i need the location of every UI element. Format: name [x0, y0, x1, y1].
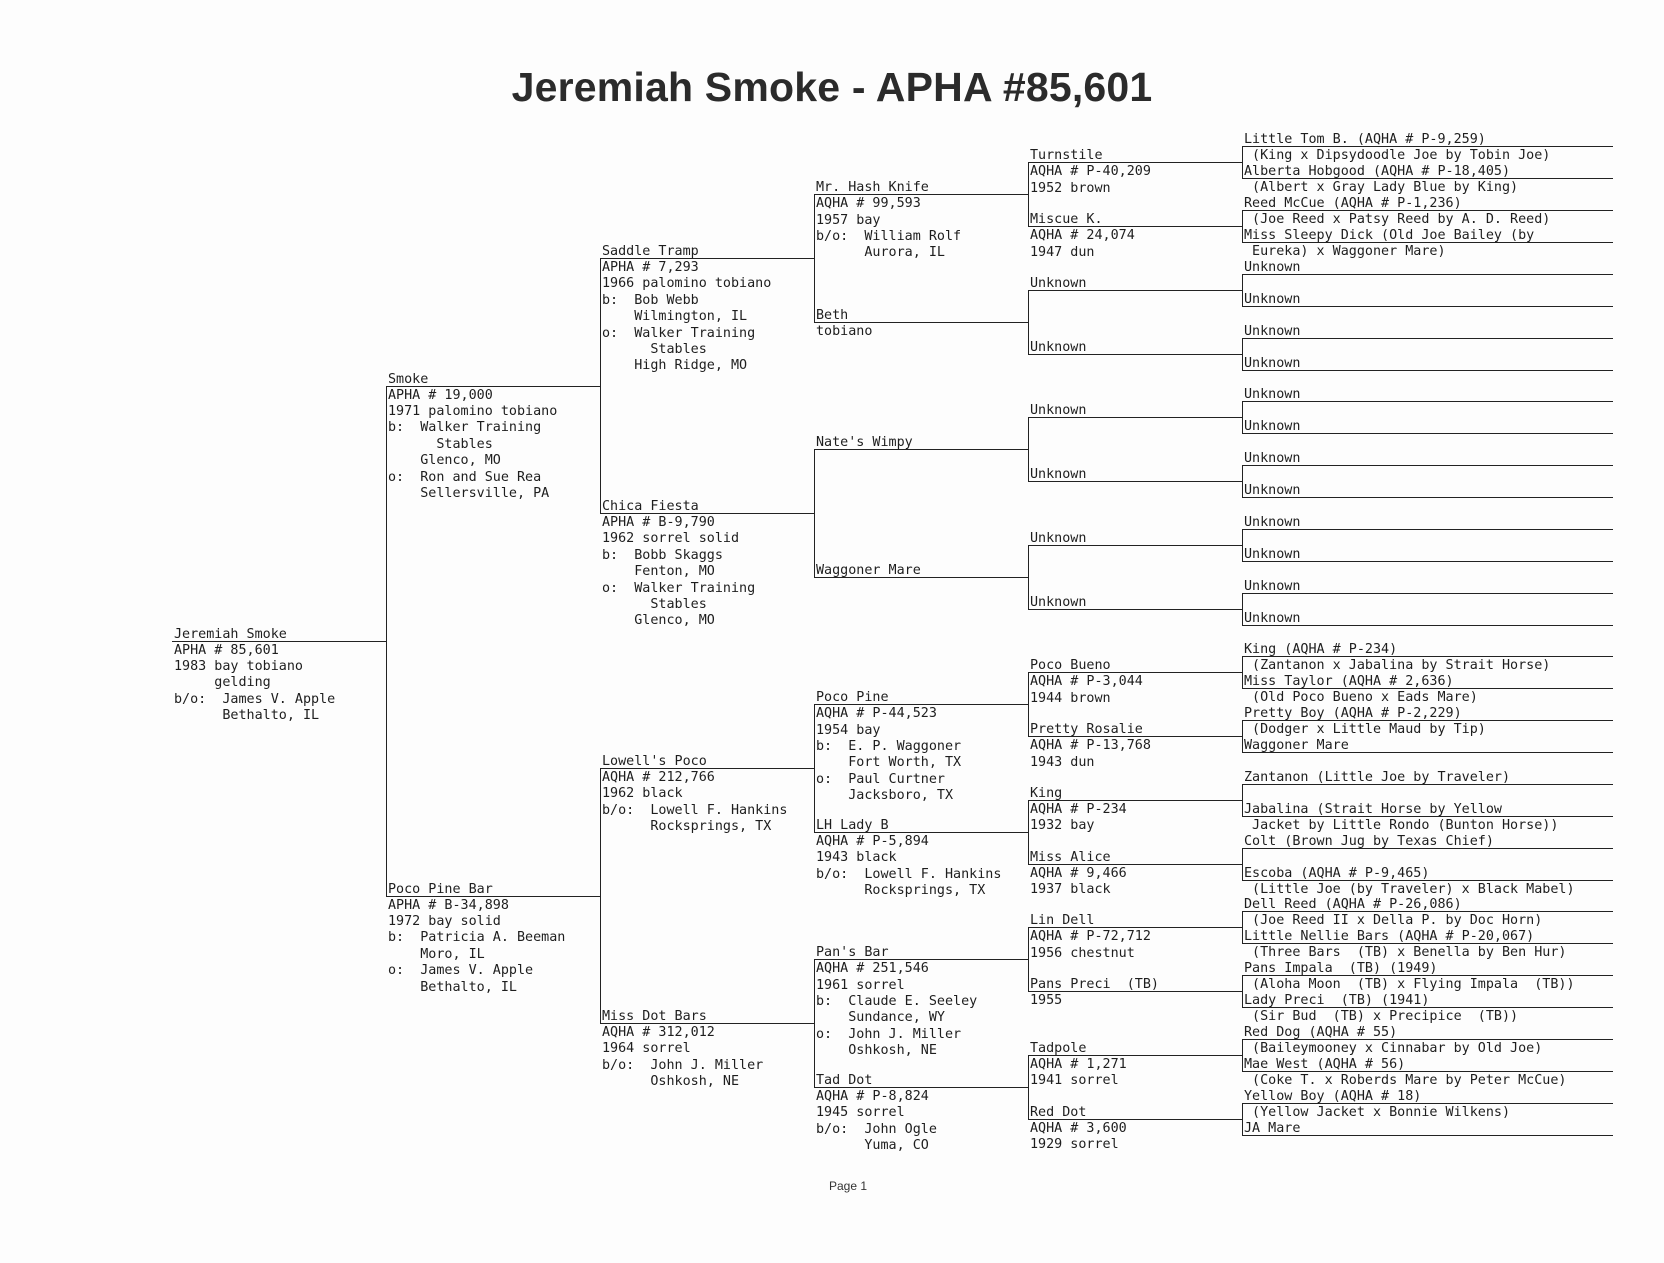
- pedigree-connector: [386, 386, 387, 896]
- horse-detail-line: 1952 brown: [1030, 180, 1111, 196]
- horse-detail-line: 1943 dun: [1030, 754, 1095, 770]
- pedigree-connector: [1028, 672, 1029, 736]
- horse-dam-gen5: [1244, 418, 1300, 435]
- horse-name: Tadpole: [1030, 1040, 1087, 1056]
- horse-dam-gen5: [1244, 227, 1534, 260]
- horse-sire-gen1: [388, 371, 557, 503]
- horse-dam-gen4: [1030, 594, 1086, 611]
- horse-sire-gen5: [1244, 450, 1300, 467]
- horse-name: Unknown: [1244, 514, 1301, 530]
- horse-detail-line: b: Bobb Skaggs: [602, 547, 723, 563]
- pedigree-connector: [814, 959, 815, 1087]
- pedigree-connector: [1242, 465, 1243, 497]
- horse-name: Reed McCue (AQHA # P-1,236): [1244, 196, 1462, 212]
- horse-detail-line: o: Walker Training: [602, 580, 756, 596]
- horse-name: Pretty Rosalie: [1030, 722, 1143, 738]
- horse-detail-line: 1944 brown: [1030, 690, 1111, 706]
- horse-sire-gen2: [602, 243, 771, 375]
- horse-detail-line: o: James V. Apple: [388, 963, 534, 979]
- horse-detail-line: 1971 palomino tobiano: [388, 403, 558, 419]
- horse-detail-line: AQHA # 312,012: [602, 1025, 715, 1040]
- horse-sire-gen4: [1030, 912, 1151, 962]
- horse-name: Waggoner Mare: [1244, 738, 1349, 754]
- horse-sire-gen3: [816, 944, 977, 1059]
- horse-detail-line: o: Walker Training: [602, 325, 756, 341]
- horse-name: Unknown: [1244, 610, 1301, 626]
- horse-name: Saddle Tramp: [602, 244, 699, 259]
- horse-dam-gen4: [1030, 1104, 1127, 1154]
- horse-dam-gen5: [1244, 1120, 1300, 1137]
- horse-dam-gen2: [602, 1008, 763, 1091]
- horse-detail-line: 1983 bay tobiano: [174, 658, 303, 674]
- horse-sire-gen5: [1244, 769, 1510, 786]
- horse-name: Unknown: [1244, 323, 1301, 339]
- pedigree-connector: [1242, 401, 1243, 433]
- horse-name: Unknown: [1244, 259, 1301, 275]
- horse-dam-gen5: [1244, 1056, 1566, 1089]
- horse-name: Poco Pine Bar: [388, 881, 493, 897]
- horse-detail-line: AQHA # 251,546: [816, 961, 929, 977]
- horse-name: Unknown: [1030, 467, 1087, 483]
- horse-name: Unknown: [1030, 403, 1087, 419]
- horse-name: Unknown: [1244, 387, 1301, 403]
- horse-sire-gen5: [1244, 386, 1300, 403]
- horse-name: Unknown: [1244, 546, 1301, 562]
- pedigree-connector: [1242, 975, 1243, 1007]
- horse-dam-gen5: [1244, 546, 1300, 563]
- horse-detail-line: AQHA # P-5,894: [816, 833, 929, 849]
- horse-sire-gen5: [1244, 896, 1542, 929]
- horse-name: Yellow Boy (AQHA # 18): [1244, 1088, 1422, 1104]
- horse-detail-line: High Ridge, MO: [602, 358, 748, 374]
- horse-name: Unknown: [1030, 594, 1087, 610]
- horse-sire-gen4: [1030, 147, 1151, 197]
- pedigree-connector: [1028, 1055, 1029, 1119]
- horse-sire-gen3: [816, 434, 913, 451]
- page-number: Page 1: [829, 1179, 868, 1193]
- horse-name: Unknown: [1244, 451, 1301, 467]
- horse-detail-line: b: E. P. Waggoner: [816, 739, 962, 755]
- horse-sire-gen5: [1244, 323, 1300, 340]
- horse-name: Pretty Boy (AQHA # P-2,229): [1244, 706, 1462, 722]
- horse-detail-line: (Joe Reed x Patsy Reed by A. D. Reed): [1244, 212, 1551, 228]
- horse-dam-gen4: [1030, 339, 1086, 356]
- pedigree-connector: [1242, 338, 1243, 370]
- horse-detail-line: 1945 sorrel: [816, 1105, 905, 1121]
- horse-dam-gen5: [1244, 673, 1478, 706]
- horse-detail-line: (Joe Reed II x Della P. by Doc Horn): [1244, 913, 1543, 929]
- horse-detail-line: Fort Worth, TX: [816, 755, 962, 771]
- horse-name: Jeremiah Smoke: [174, 626, 287, 642]
- horse-detail-line: AQHA # 1,271: [1030, 1056, 1127, 1072]
- horse-detail-line: APHA # B-9,790: [602, 515, 715, 530]
- horse-name: Miscue K.: [1030, 212, 1103, 228]
- horse-name: Little Nellie Bars (AQHA # P-20,067): [1244, 929, 1535, 945]
- horse-detail-line: AQHA # 3,600: [1030, 1120, 1127, 1136]
- horse-detail-line: (Baileymooney x Cinnabar by Old Joe): [1244, 1040, 1543, 1056]
- horse-dam-gen5: [1244, 992, 1518, 1025]
- horse-sire-gen5: [1244, 131, 1550, 164]
- page-title: Jeremiah Smoke - APHA #85,601: [511, 64, 1153, 110]
- pedigree-connector: [1028, 545, 1029, 609]
- pedigree-connector: [1028, 417, 1029, 481]
- horse-dam-gen5: [1244, 801, 1558, 834]
- horse-sire-gen5: [1244, 960, 1575, 993]
- horse-name: Alberta Hobgood (AQHA # P-18,405): [1244, 164, 1511, 180]
- horse-name: King (AQHA # P-234): [1244, 642, 1398, 658]
- horse-detail-line: o: John J. Miller: [816, 1026, 962, 1042]
- horse-name: Escoba (AQHA # P-9,465): [1244, 865, 1430, 881]
- horse-sire-gen5: [1244, 259, 1300, 276]
- horse-name: Mae West (AQHA # 56): [1244, 1056, 1406, 1072]
- horse-detail-line: (Coke T. x Roberds Mare by Peter McCue): [1244, 1072, 1567, 1088]
- horse-detail-line: Stables: [602, 342, 707, 358]
- horse-detail-line: gelding: [174, 675, 271, 691]
- horse-detail-line: (Sir Bud (TB) x Precipice (TB)): [1244, 1009, 1519, 1025]
- horse-name: Jabalina (Strait Horse by Yellow: [1244, 801, 1502, 817]
- horse-detail-line: 1954 bay: [816, 722, 881, 738]
- horse-dam-gen5: [1244, 865, 1575, 898]
- horse-detail-line: tobiano: [816, 323, 873, 339]
- pedigree-connector: [1242, 656, 1243, 688]
- pedigree-connector: [1242, 1039, 1243, 1071]
- horse-detail-line: b: Bob Webb: [602, 292, 699, 308]
- horse-sire-gen4: [1030, 402, 1086, 419]
- horse-name: Unknown: [1244, 578, 1301, 594]
- horse-detail-line: 1943 black: [816, 850, 897, 866]
- horse-name: Unknown: [1244, 483, 1301, 499]
- horse-name: Miss Sleepy Dick (Old Joe Bailey (by: [1244, 228, 1535, 244]
- horse-detail-line: Moro, IL: [388, 946, 485, 962]
- horse-sire-gen5: [1244, 833, 1494, 850]
- horse-detail-line: b/o: John J. Miller: [602, 1057, 764, 1073]
- horse-dam-gen5: [1244, 355, 1300, 372]
- horse-name: Pans Preci (TB): [1030, 977, 1159, 993]
- horse-detail-line: AQHA # 212,766: [602, 770, 715, 785]
- horse-detail-line: 1956 chestnut: [1030, 945, 1135, 961]
- horse-name: Chica Fiesta: [602, 499, 699, 514]
- horse-name: Waggoner Mare: [816, 562, 921, 578]
- horse-detail-line: Rocksprings, TX: [602, 819, 772, 835]
- horse-detail-line: 1941 sorrel: [1030, 1073, 1119, 1089]
- horse-detail-line: Glenco, MO: [388, 453, 501, 469]
- horse-detail-line: b/o: John Ogle: [816, 1121, 937, 1137]
- horse-detail-line: (Three Bars (TB) x Benella by Ben Hur): [1244, 945, 1567, 961]
- horse-detail-line: b/o: Lowell F. Hankins: [816, 866, 1002, 882]
- horse-name: Zantanon (Little Joe by Traveler): [1244, 769, 1511, 785]
- pedigree-connector: [1028, 162, 1029, 226]
- horse-detail-line: APHA # 7,293: [602, 260, 699, 275]
- pedigree-connector: [1242, 784, 1243, 816]
- horse-detail-line: APHA # B-34,898: [388, 897, 509, 913]
- horse-detail-line: Bethalto, IL: [174, 708, 320, 724]
- horse-detail-line: Wilmington, IL: [602, 309, 748, 325]
- horse-detail-line: AQHA # P-40,209: [1030, 164, 1151, 180]
- pedigree-connector: [1028, 800, 1029, 864]
- horse-sire-gen4: [1030, 1040, 1127, 1090]
- horse-sire-gen5: [1244, 705, 1486, 738]
- horse-dam-gen4: [1030, 466, 1086, 483]
- horse-name: LH Lady B: [816, 817, 889, 833]
- horse-subject-gen0: [174, 626, 335, 725]
- horse-detail-line: Oshkosh, NE: [602, 1074, 740, 1090]
- pedigree-connector: [814, 704, 815, 832]
- horse-name: Miss Alice: [1030, 849, 1111, 865]
- horse-detail-line: 1972 bay solid: [388, 913, 501, 929]
- horse-sire-gen4: [1030, 657, 1143, 707]
- horse-detail-line: 1937 black: [1030, 882, 1111, 898]
- horse-dam-gen1: [388, 881, 565, 996]
- pedigree-connector: [1242, 911, 1243, 943]
- horse-detail-line: Glenco, MO: [602, 613, 715, 629]
- horse-sire-gen4: [1030, 275, 1086, 292]
- horse-detail-line: AQHA # P-8,824: [816, 1088, 929, 1104]
- pedigree-connector: [1242, 593, 1243, 625]
- horse-name: Pan's Bar: [816, 945, 889, 961]
- horse-name: Miss Taylor (AQHA # 2,636): [1244, 674, 1454, 690]
- horse-name: Unknown: [1244, 291, 1301, 307]
- horse-name: Colt (Brown Jug by Texas Chief): [1244, 833, 1494, 849]
- horse-detail-line: b: Patricia A. Beeman: [388, 930, 566, 946]
- horse-name: Unknown: [1030, 530, 1087, 546]
- horse-dam-gen4: [1030, 976, 1159, 1009]
- horse-detail-line: o: Paul Curtner: [816, 771, 945, 787]
- horse-name: Unknown: [1030, 275, 1087, 291]
- horse-dam-gen3: [816, 817, 1001, 900]
- horse-sire-gen5: [1244, 641, 1550, 674]
- horse-name: Unknown: [1030, 339, 1087, 355]
- horse-dam-gen3: [816, 1072, 937, 1155]
- horse-dam-gen5: [1244, 737, 1349, 754]
- horse-detail-line: AQHA # P-72,712: [1030, 929, 1151, 945]
- horse-dam-gen5: [1244, 163, 1518, 196]
- horse-sire-gen3: [816, 179, 961, 262]
- horse-dam-gen5: [1244, 482, 1300, 499]
- horse-dam-gen3: [816, 307, 872, 340]
- pedigree-connector: [814, 194, 815, 322]
- horse-detail-line: (King x Dipsydoodle Joe by Tobin Joe): [1244, 148, 1551, 164]
- horse-sire-gen2: [602, 753, 787, 836]
- horse-detail-line: 1932 bay: [1030, 818, 1095, 834]
- horse-dam-gen4: [1030, 211, 1135, 261]
- horse-sire-gen5: [1244, 1088, 1510, 1121]
- horse-detail-line: (Albert x Gray Lady Blue by King): [1244, 180, 1519, 196]
- pedigree-connector: [1242, 1103, 1243, 1135]
- pedigree-connector: [600, 258, 601, 513]
- pedigree-connector: [1242, 720, 1243, 752]
- horse-detail-line: Yuma, CO: [816, 1137, 929, 1153]
- horse-sire-gen3: [816, 689, 961, 804]
- horse-name: Lowell's Poco: [602, 754, 707, 769]
- horse-name: Nate's Wimpy: [816, 435, 913, 451]
- horse-detail-line: AQHA # P-44,523: [816, 706, 937, 722]
- horse-detail-line: (Yellow Jacket x Bonnie Wilkens): [1244, 1104, 1511, 1120]
- horse-detail-line: Sellersville, PA: [388, 485, 550, 501]
- pedigree-connector: [1028, 290, 1029, 354]
- horse-name: Red Dog (AQHA # 55): [1244, 1024, 1398, 1040]
- horse-detail-line: Oshkosh, NE: [816, 1043, 937, 1059]
- horse-sire-gen5: [1244, 514, 1300, 531]
- horse-dam-gen4: [1030, 849, 1127, 899]
- horse-detail-line: 1947 dun: [1030, 244, 1095, 260]
- horse-detail-line: AQHA # 99,593: [816, 196, 921, 212]
- horse-detail-line: (Dodger x Little Maud by Tip): [1244, 722, 1486, 738]
- horse-detail-line: Stables: [388, 436, 493, 452]
- horse-sire-gen5: [1244, 578, 1300, 595]
- horse-name: Lin Dell: [1030, 913, 1095, 929]
- horse-dam-gen5: [1244, 928, 1566, 961]
- horse-detail-line: 1964 sorrel: [602, 1041, 691, 1057]
- horse-detail-line: Fenton, MO: [602, 564, 715, 580]
- horse-name: Tad Dot: [816, 1072, 873, 1088]
- pedigree-connector: [1242, 529, 1243, 561]
- horse-sire-gen5: [1244, 195, 1550, 228]
- horse-detail-line: APHA # 85,601: [174, 642, 279, 658]
- horse-detail-line: 1955: [1030, 993, 1063, 1009]
- horse-name: Beth: [816, 307, 849, 323]
- horse-detail-line: 1962 sorrel solid: [602, 531, 740, 547]
- horse-name: Unknown: [1244, 355, 1301, 371]
- horse-sire-gen5: [1244, 1024, 1542, 1057]
- horse-detail-line: b: Claude E. Seeley: [816, 994, 978, 1010]
- horse-detail-line: b: Walker Training: [388, 420, 542, 436]
- horse-name: Mr. Hash Knife: [816, 180, 929, 196]
- horse-name: Unknown: [1244, 419, 1301, 435]
- horse-detail-line: AQHA # P-13,768: [1030, 738, 1151, 754]
- horse-name: Poco Pine: [816, 690, 889, 706]
- horse-detail-line: AQHA # 24,074: [1030, 228, 1135, 244]
- horse-name: Little Tom B. (AQHA # P-9,259): [1244, 132, 1486, 148]
- horse-name: Lady Preci (TB) (1941): [1244, 993, 1430, 1009]
- horse-detail-line: Stables: [602, 597, 707, 613]
- horse-dam-gen5: [1244, 291, 1300, 308]
- pedigree-connector: [600, 768, 601, 1023]
- pedigree-connector: [1242, 210, 1243, 242]
- horse-detail-line: Eureka) x Waggoner Mare): [1244, 244, 1446, 260]
- pedigree-connector: [1028, 927, 1029, 991]
- horse-detail-line: 1929 sorrel: [1030, 1137, 1119, 1153]
- horse-name: Pans Impala (TB) (1949): [1244, 961, 1438, 977]
- horse-detail-line: b/o: James V. Apple: [174, 691, 336, 707]
- horse-sire-gen4: [1030, 530, 1086, 547]
- horse-name: Turnstile: [1030, 148, 1103, 164]
- pedigree-connector: [814, 449, 815, 577]
- horse-detail-line: o: Ron and Sue Rea: [388, 469, 542, 485]
- horse-detail-line: 1957 bay: [816, 212, 881, 228]
- horse-dam-gen2: [602, 498, 755, 630]
- horse-dam-gen3: [816, 562, 921, 579]
- horse-detail-line: (Little Joe (by Traveler) x Black Mabel): [1244, 881, 1575, 897]
- horse-name: Smoke: [388, 371, 429, 387]
- horse-detail-line: 1961 sorrel: [816, 977, 905, 993]
- horse-dam-gen4: [1030, 721, 1151, 771]
- horse-detail-line: Bethalto, IL: [388, 979, 517, 995]
- horse-name: Red Dot: [1030, 1104, 1087, 1120]
- horse-name: Miss Dot Bars: [602, 1009, 707, 1024]
- horse-detail-line: b/o: William Rolf: [816, 229, 962, 245]
- horse-detail-line: Rocksprings, TX: [816, 882, 986, 898]
- horse-detail-line: AQHA # P-3,044: [1030, 674, 1143, 690]
- horse-detail-line: 1966 palomino tobiano: [602, 276, 772, 292]
- horse-detail-line: 1962 black: [602, 786, 683, 802]
- horse-name: JA Mare: [1244, 1120, 1301, 1136]
- horse-detail-line: APHA # 19,000: [388, 387, 493, 403]
- horse-detail-line: Jacksboro, TX: [816, 788, 954, 804]
- horse-name: Poco Bueno: [1030, 658, 1111, 674]
- horse-detail-line: Aurora, IL: [816, 245, 945, 261]
- pedigree-connector: [1242, 146, 1243, 178]
- horse-name: King: [1030, 785, 1063, 801]
- horse-detail-line: Jacket by Little Rondo (Bunton Horse)): [1244, 817, 1559, 833]
- horse-detail-line: (Old Poco Bueno x Eads Mare): [1244, 690, 1478, 706]
- horse-name: Dell Reed (AQHA # P-26,086): [1244, 897, 1462, 913]
- horse-dam-gen5: [1244, 610, 1300, 627]
- horse-detail-line: (Aloha Moon (TB) x Flying Impala (TB)): [1244, 977, 1575, 993]
- horse-sire-gen4: [1030, 785, 1127, 835]
- horse-detail-line: (Zantanon x Jabalina by Strait Horse): [1244, 658, 1551, 674]
- horse-detail-line: b/o: Lowell F. Hankins: [602, 802, 788, 818]
- horse-detail-line: AQHA # P-234: [1030, 801, 1127, 817]
- horse-detail-line: AQHA # 9,466: [1030, 865, 1127, 881]
- pedigree-connector: [1242, 274, 1243, 306]
- pedigree-connector: [1242, 848, 1243, 880]
- horse-detail-line: Sundance, WY: [816, 1010, 945, 1026]
